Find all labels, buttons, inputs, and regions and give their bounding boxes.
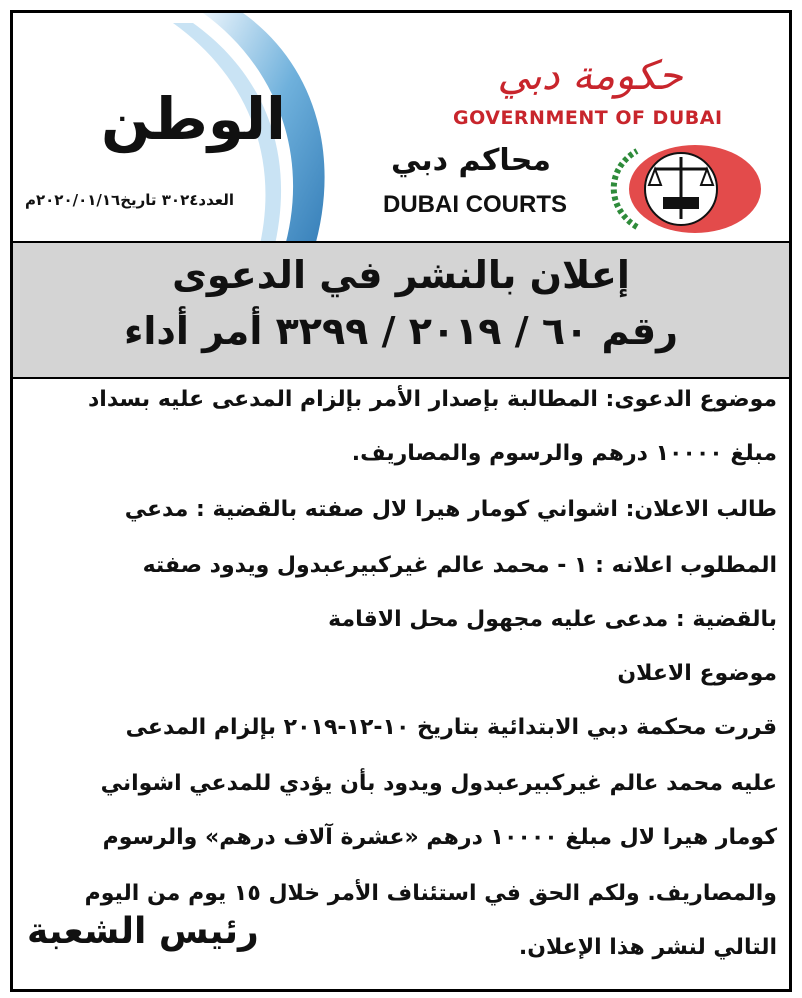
body-line: التالي لنشر هذا الإعلان. [518, 935, 777, 960]
header [13, 13, 789, 241]
gov-name-en: GOVERNMENT OF DUBAI [453, 107, 723, 129]
signature: رئيس الشعبة [27, 911, 259, 952]
body-line: المطلوب اعلانه : ١ - محمد عالم غيركبيرعبدول ويدود صفته [142, 553, 777, 578]
case-number: رقم ٦٠ / ٢٠١٩ / ٣٢٩٩ أمر أداء [123, 309, 679, 353]
body-line: مبلغ ١٠٠٠٠ درهم والرسوم والمصاريف. [351, 441, 777, 466]
body-line: قررت محكمة دبي الابتدائية بتاريخ ١٠-١٢-٢٠١٩ بإلزام المدعى [125, 715, 777, 740]
newspaper-masthead [13, 13, 303, 241]
courts-name-en: DUBAI COURTS [383, 191, 567, 218]
notice-frame [10, 10, 792, 992]
body-line: بالقضية : مدعى عليه مجهول محل الاقامة [328, 607, 777, 632]
body-line: موضوع الدعوى: المطالبة بإصدار الأمر بإلزام المدعى عليه بسداد [87, 387, 777, 412]
title-banner [13, 241, 789, 379]
body-line: والمصاريف. ولكم الحق في استئناف الأمر خلال ١٥ يوم من اليوم [84, 881, 777, 906]
body-line: طالب الاعلان: اشواني كومار هيرا لال صفته بالقضية : مدعي [124, 497, 777, 522]
gov-name-ar: حكومة دبي [497, 53, 683, 99]
body-line: موضوع الاعلان [617, 661, 777, 686]
courts-name-ar: محاكم دبي [391, 143, 551, 178]
notice-title: إعلان بالنشر في الدعوى [172, 253, 630, 297]
issue-info: العدد٣٠٢٤ تاريخ٢٠٢٠/٠١/١٦م [25, 191, 235, 209]
body-line: كومار هيرا لال مبلغ ١٠٠٠٠ درهم «عشرة آلاف درهم» والرسوم [102, 825, 777, 850]
body-line: عليه محمد عالم غيركبيرعبدول ويدود بأن يؤدي للمدعي اشواني [100, 771, 777, 796]
newspaper-name: الوطن [101, 85, 286, 153]
courts-scales-icon [597, 139, 767, 239]
